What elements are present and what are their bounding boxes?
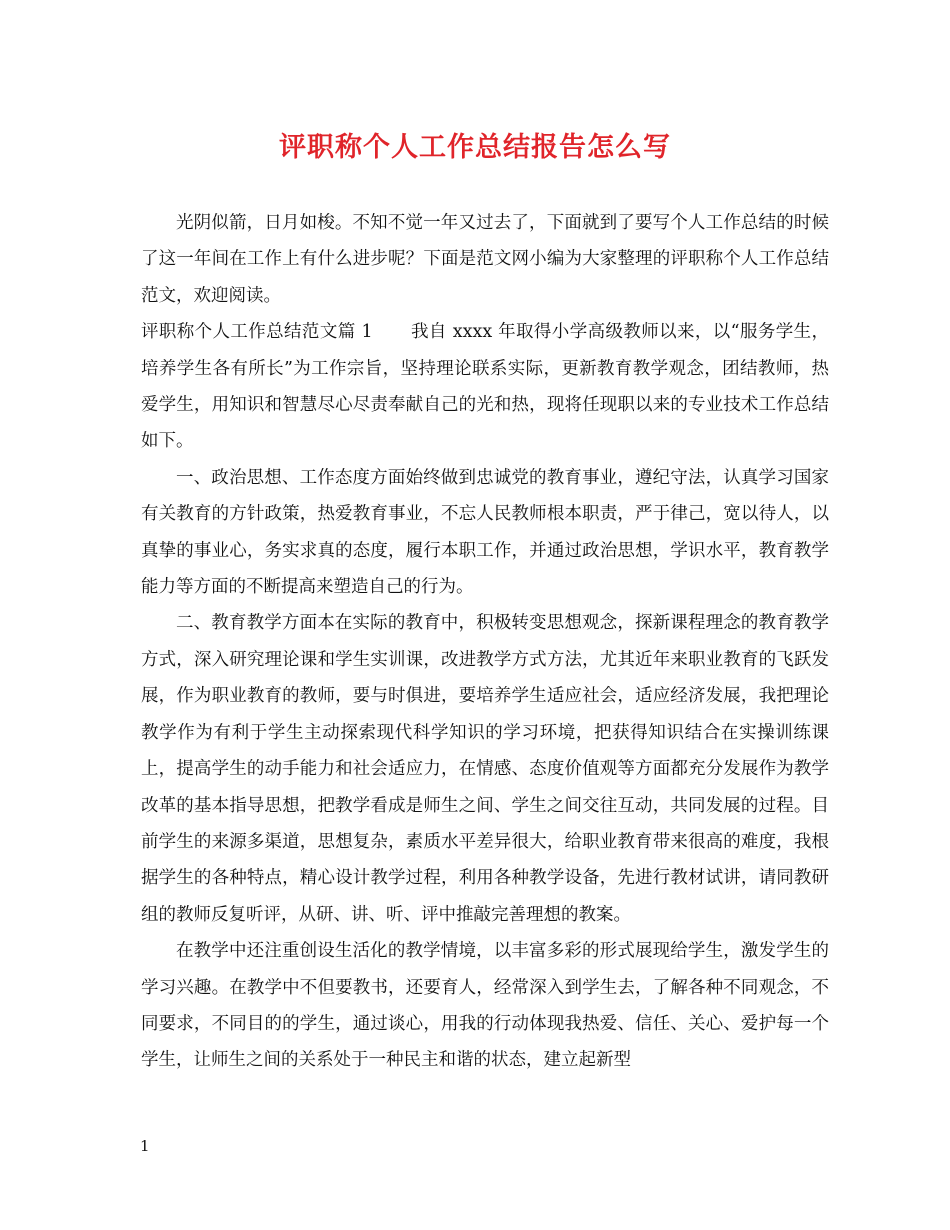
section-paragraph xyxy=(141,314,829,460)
document-title: 评职称个人工作总结报告怎么写 xyxy=(279,132,671,163)
section-opening: 我自 xxxx 年取得小学高级教师以来，以“服务学生，培养学生各有所长”为工作宗旨，坚持理论联系实际，更新教育教学观念，团结教师，热爱学生，用知识和智慧尽心尽责奉献自己的光和热，现将任现职以来的专业技术工作总结如下。 xyxy=(141,322,829,452)
classroom-paragraph: 在教学中还注重创设生活化的教学情境，以丰富多彩的形式展现给学生，激发学生的学习兴趣。在教学中不但要教书，还要育人，经常深入到学生去，了解各种不同观念，不同要求，不同目的的学生，通过谈心，用我的行动体现我热爱、信任、关心、爱护每一个学生，让师生之间的关系处于一种民主和谐的状态，建立起新型 xyxy=(141,941,829,1071)
page-number: 1 xyxy=(140,1137,150,1155)
intro-paragraph: 光阴似箭，日月如梭。不知不觉一年又过去了，下面就到了要写个人工作总结的时候了这一年间在工作上有什么进步呢？下面是范文网小编为大家整理的评职称个人工作总结范文，欢迎阅读。 xyxy=(141,213,829,306)
section-label: 评职称个人工作总结范文篇 1 xyxy=(141,322,373,343)
politics-paragraph: 一、政治思想、工作态度方面始终做到忠诚党的教育事业，遵纪守法，认真学习国家有关教育的方针政策，热爱教育事业，不忘人民教师根本职责，严于律己，宽以待人，以真挚的事业心，务实求真的态度，履行本职工作，并通过政治思想，学识水平，教育教学能力等方面的不断提高来塑造自己的行为。 xyxy=(141,467,829,598)
document-body xyxy=(141,205,829,1079)
teaching-paragraph: 二、教育教学方面本在实际的教育中，积极转变思想观念，探新课程理念的教育教学方式，深入研究理论课和学生实训课，改进教学方式方法，尤其近年来职业教育的飞跃发展，作为职业教育的教师，要与时俱进，要培养学生适应社会，适应经济发展，我把理论教学作为有利于学生主动探索现代科学知识的学习环境，把获得知识结合在实操训练课上，提高学生的动手能力和社会适应力，在情感、态度价值观等方面都充分发展作为教学改革的基本指导思想，把教学看成是师生之间、学生之间交往互动，共同发展的过程。目前学生的来源多渠道，思想复杂，素质水平差异很大，给职业教育带来很高的难度，我根据学生的各种特点，精心设计教学过程，利用各种教学设备，先进行教材试讲，请同教研组的教师反复听评，从研、讲、听、评中推敲完善理想的教案。 xyxy=(141,613,829,925)
